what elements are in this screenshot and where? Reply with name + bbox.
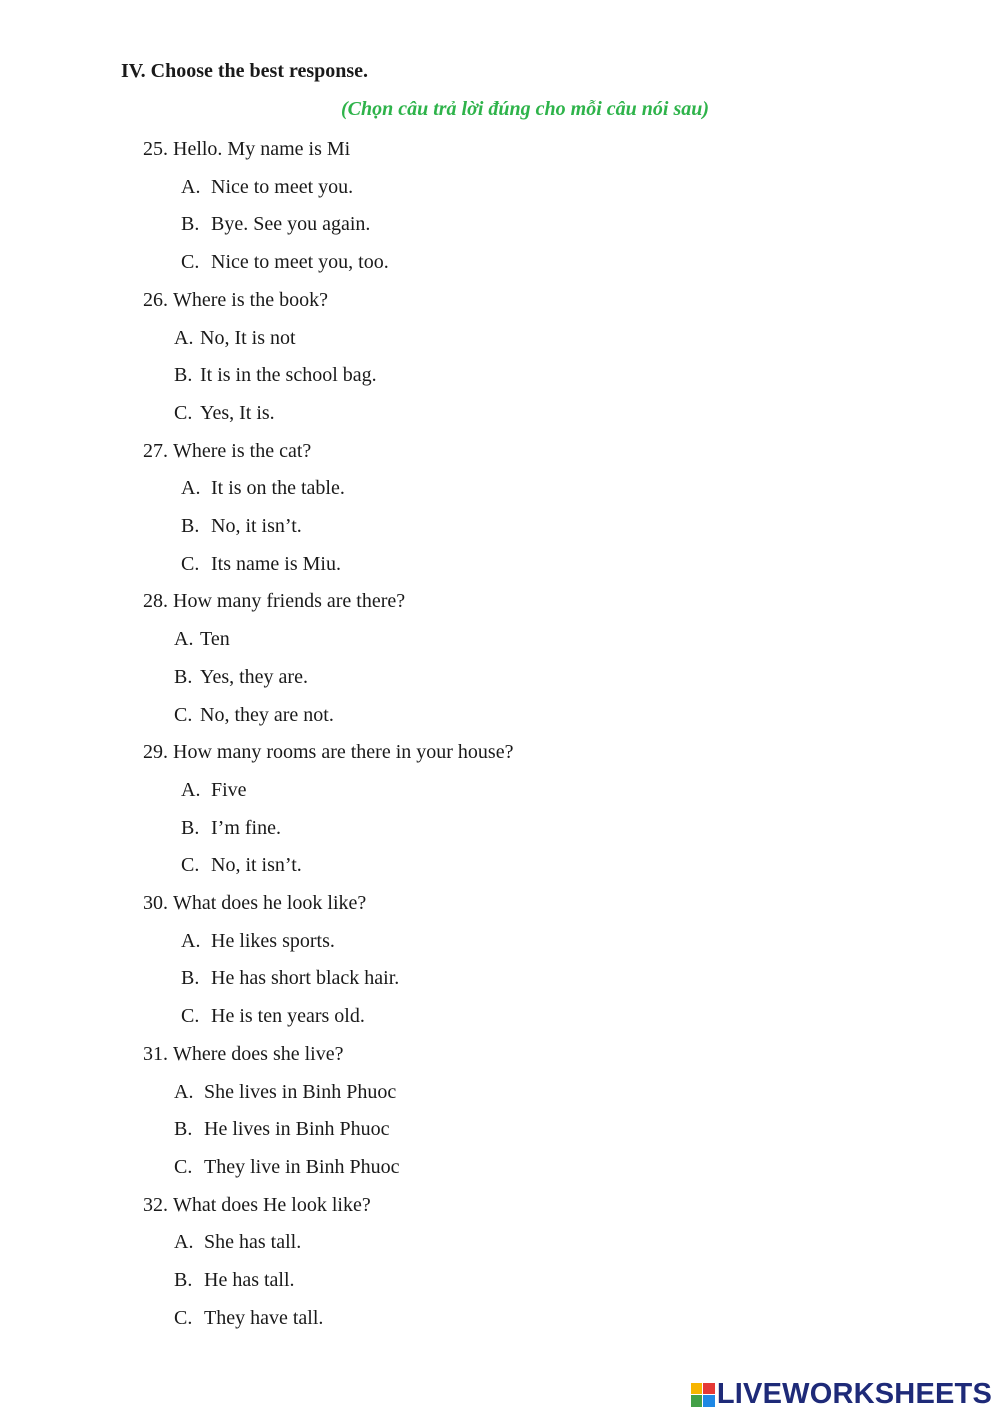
option-letter: C.: [181, 854, 200, 877]
question-number: 26.: [143, 288, 168, 311]
option-32-b[interactable]: [174, 1268, 295, 1292]
option-letter: B.: [174, 364, 193, 387]
question-text: Where is the cat?: [173, 439, 312, 462]
option-letter: C.: [181, 251, 200, 274]
option-31-c[interactable]: [174, 1155, 400, 1179]
question-text: Where is the book?: [173, 288, 328, 311]
option-text: Its name is Miu.: [211, 552, 341, 575]
option-text: She has tall.: [204, 1231, 302, 1254]
question-28: [143, 589, 405, 613]
question-number: 28.: [143, 590, 168, 613]
option-text: No, they are not.: [200, 703, 334, 726]
option-letter: B.: [181, 967, 200, 990]
question-number: 30.: [143, 892, 168, 914]
liveworksheets-logo: [691, 1378, 992, 1411]
option-text: No, it isn’t.: [211, 854, 302, 877]
option-32-a[interactable]: [174, 1230, 301, 1254]
option-27-a[interactable]: [181, 476, 345, 500]
option-letter: B.: [181, 816, 200, 839]
option-31-b[interactable]: [174, 1117, 390, 1141]
option-letter: B.: [181, 213, 200, 236]
question-31: [143, 1042, 343, 1066]
option-25-a[interactable]: [181, 175, 353, 199]
question-25: [143, 137, 350, 161]
option-letter: C.: [174, 401, 193, 424]
question-text: What does he look like?: [173, 892, 367, 914]
section-heading: IV. Choose the best response.: [121, 60, 369, 82]
question-27: [143, 439, 311, 463]
question-30: [143, 891, 366, 915]
option-30-b[interactable]: [181, 966, 399, 990]
question-29: [143, 740, 513, 764]
option-text: He is ten years old.: [211, 1005, 365, 1028]
option-text: It is in the school bag.: [200, 364, 377, 387]
option-26-c[interactable]: [174, 401, 275, 425]
option-letter: A.: [174, 326, 194, 349]
option-28-b[interactable]: [174, 665, 308, 689]
logo-mark-icon: [691, 1383, 715, 1407]
question-number: 29.: [143, 741, 168, 764]
option-29-a[interactable]: [181, 778, 247, 802]
option-31-a[interactable]: [174, 1080, 396, 1104]
section-subheading: (Chọn câu trả lời đúng cho mỗi câu nói sau): [340, 98, 710, 120]
option-letter: C.: [174, 703, 193, 726]
option-text: He has tall.: [204, 1269, 295, 1291]
question-text: Hello. My name is Mi: [173, 138, 351, 160]
question-number: 27.: [143, 439, 168, 462]
option-letter: A.: [174, 1231, 194, 1254]
option-letter: A.: [181, 929, 201, 952]
option-text: Bye. See you again.: [211, 213, 371, 236]
option-text: Ten: [200, 628, 230, 651]
option-text: They live in Binh Phuoc: [204, 1155, 400, 1178]
option-letter: B.: [174, 665, 193, 688]
option-letter: A.: [181, 778, 201, 801]
question-32: [143, 1193, 371, 1217]
question-number: 25.: [143, 138, 168, 160]
option-text: She lives in Binh Phuoc: [204, 1080, 397, 1103]
option-letter: B.: [181, 515, 200, 537]
option-text: No, it isn’t.: [211, 515, 302, 537]
option-letter: C.: [174, 1306, 193, 1329]
option-text: Five: [211, 778, 247, 801]
option-27-c[interactable]: [181, 552, 341, 576]
option-32-c[interactable]: [174, 1306, 323, 1330]
option-text: Nice to meet you, too.: [211, 251, 389, 274]
question-text: What does He look like?: [173, 1193, 371, 1216]
option-text: Nice to meet you.: [211, 175, 354, 198]
option-30-a[interactable]: [181, 929, 335, 953]
option-text: They have tall.: [204, 1306, 324, 1329]
option-letter: A.: [181, 175, 201, 198]
option-letter: C.: [181, 552, 200, 575]
option-text: I’m fine.: [211, 816, 281, 839]
question-text: How many friends are there?: [173, 590, 406, 613]
option-letter: C.: [181, 1005, 200, 1028]
option-30-c[interactable]: [181, 1004, 365, 1028]
option-text: Yes, they are.: [200, 665, 308, 688]
option-text: He has short black hair.: [211, 967, 400, 990]
question-number: 32.: [143, 1193, 168, 1216]
option-26-a[interactable]: [174, 326, 296, 350]
option-28-c[interactable]: [174, 703, 334, 727]
option-text: No, It is not: [200, 326, 296, 349]
option-29-b[interactable]: [181, 816, 281, 840]
option-25-b[interactable]: [181, 212, 370, 236]
option-letter: B.: [174, 1269, 193, 1291]
option-28-a[interactable]: [174, 627, 230, 651]
option-26-b[interactable]: [174, 363, 377, 387]
option-27-b[interactable]: [181, 514, 302, 538]
question-26: [143, 288, 328, 312]
option-29-c[interactable]: [181, 853, 302, 877]
option-letter: B.: [174, 1118, 193, 1141]
option-letter: A.: [174, 1080, 194, 1103]
question-text: How many rooms are there in your house?: [173, 741, 514, 764]
option-25-c[interactable]: [181, 250, 389, 274]
option-text: Yes, It is.: [200, 401, 275, 424]
logo-text: LIVEWORKSHEETS: [716, 1378, 992, 1410]
option-letter: A.: [181, 477, 201, 500]
option-text: He likes sports.: [211, 929, 335, 952]
question-text: Where does she live?: [173, 1042, 344, 1065]
question-number: 31.: [143, 1042, 168, 1065]
option-text: He lives in Binh Phuoc: [204, 1118, 390, 1141]
option-letter: C.: [174, 1155, 193, 1178]
option-text: It is on the table.: [211, 477, 345, 500]
option-letter: A.: [174, 628, 194, 651]
